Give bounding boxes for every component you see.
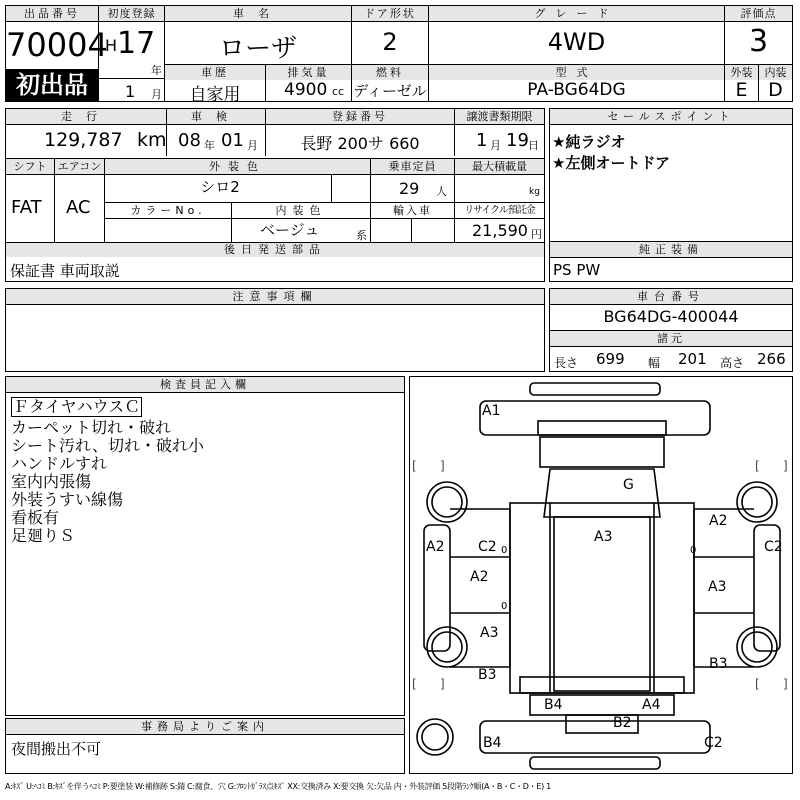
capacity-unit: 人 [436, 185, 447, 198]
dims-label: 諸元 [550, 330, 792, 347]
int-color: ベージュ [260, 221, 320, 239]
inspector-line-1: ＦタイヤハウスＣ [13, 397, 141, 416]
office-value: 夜間搬出不可 [11, 740, 102, 758]
chassis-box [549, 288, 793, 372]
selling-point-1: ★純ラジオ [552, 133, 626, 151]
later-parts-box [5, 257, 545, 282]
ext-color-label: 外装色 [105, 159, 370, 175]
first-listing-badge: 初出品 [6, 69, 98, 101]
recycle-label: リサイクル預託金 [455, 203, 544, 219]
damage-mark-b4-top: B4 [544, 697, 563, 713]
damage-mark-a2-side: A2 [470, 569, 489, 585]
inspection-year-unit: 年 [204, 139, 215, 152]
inspection-year: 08 [178, 130, 201, 151]
inspector-line-5: 室内内張傷 [11, 472, 92, 491]
damage-mark-c2-right: C2 [764, 539, 783, 555]
mileage: 129,787 [44, 129, 123, 151]
car-name: ローザ [218, 34, 297, 64]
inspector-line-6: 外装うすい線傷 [11, 490, 124, 509]
inspection-label: 車検 [167, 109, 265, 125]
damage-mark-zero-3: 0 [501, 601, 508, 612]
color-no-label: カラーNo. [105, 203, 231, 219]
damage-mark-b4-bottom: B4 [483, 735, 502, 751]
first-reg-label: 初度登録 [99, 6, 164, 22]
damage-mark-a2-right: A2 [709, 513, 728, 529]
inspector-line-4: ハンドルすれ [11, 454, 108, 473]
damage-mark-a2-left: A2 [426, 539, 445, 555]
import-label: 輸入車 [371, 203, 454, 219]
inspector-line-7: 看板有 [11, 508, 60, 527]
length-label: 長さ [554, 356, 579, 370]
damage-mark-zero-2: 0 [690, 545, 697, 556]
damage-mark-a3-center: A3 [594, 529, 613, 545]
damage-mark-zero-1: 0 [501, 545, 508, 556]
inspection-month-unit: 月 [247, 139, 258, 152]
length: 699 [596, 350, 625, 368]
genuine-equipment-label: 純正装備 [550, 242, 792, 258]
shift-label: シフト [6, 159, 54, 175]
recycle-unit: 円 [531, 228, 542, 241]
mileage-unit: km [137, 129, 167, 151]
height: 266 [757, 350, 786, 368]
year-unit: 年 [151, 64, 162, 77]
displacement-unit: cc [332, 85, 345, 98]
exterior-grade: E [735, 79, 748, 101]
inspector-box [5, 376, 405, 716]
damage-mark-c2-bottom: C2 [704, 735, 723, 751]
interior-grade: D [768, 79, 783, 101]
ext-color: シロ2 [200, 178, 240, 196]
fuel-label: 燃料 [352, 65, 428, 80]
grade: 4WD [547, 28, 606, 56]
max-load-unit: kg [529, 187, 540, 197]
doors: 2 [382, 28, 398, 56]
inspector-line-3: シート汚れ、切れ・破れ小 [11, 436, 204, 455]
lot-label: 出品番号 [6, 6, 98, 22]
damage-mark-c2-left: C2 [478, 539, 497, 555]
ac-label: エアコン [55, 159, 104, 175]
reg-month: 1 [125, 82, 136, 101]
displacement-label: 排気量 [266, 65, 351, 80]
shift: FAT [11, 197, 42, 218]
legend: A:ｷｽﾞ U:ﾍｺﾐ B:ｷｽﾞを伴うﾍｺﾐ P:要塗装 W:補修跡 S:錆 C:腐食、穴 G:ﾌﾛﾝﾄｶﾞﾗｽ点ｷｽﾞ XX:交換済み X:要交換 欠:欠品 内・外装評価 5段階ﾗﾝｸ順(A・B・C・D・E) 1 [5, 782, 551, 791]
inspector-label: 検査員記入欄 [6, 377, 404, 393]
max-load-label: 最大積載量 [455, 159, 544, 175]
int-color-label: 内装色 [232, 203, 370, 219]
header-block [5, 5, 793, 105]
damage-mark-b2: B2 [613, 715, 632, 731]
inspection-month: 01 [221, 130, 244, 151]
damage-mark-a3-left: A3 [480, 625, 499, 641]
inspector-line-2: カーペット切れ・破れ [11, 418, 172, 437]
fuel: ディーゼル [353, 82, 427, 100]
inspector-line-8: 足廻りＳ [11, 526, 76, 545]
recycle: 21,590 [472, 221, 528, 240]
damage-mark-b3-left: B3 [478, 667, 497, 683]
notes-label: 注意事項欄 [6, 289, 544, 305]
month-unit: 月 [151, 88, 162, 101]
score: 3 [748, 24, 769, 59]
ac: AC [66, 197, 91, 218]
reg-year: 17 [117, 26, 156, 61]
transfer-day: 19 [506, 130, 529, 151]
grade-label: グレード [429, 6, 724, 22]
details-block [5, 108, 545, 258]
displacement: 4900 [284, 80, 328, 100]
chassis-number: BG64DG-400044 [603, 307, 739, 326]
selling-points-box [549, 108, 793, 242]
transfer-day-unit: 日 [528, 139, 539, 152]
interior-grade-label: 内装 [759, 65, 792, 80]
selling-points-label: セールスポイント [550, 109, 792, 125]
selling-point-2: ★左側オートドア [552, 154, 670, 172]
width-label: 幅 [648, 356, 661, 370]
damage-mark-a3-right: A3 [708, 579, 727, 595]
capacity-label: 乗車定員 [371, 159, 454, 175]
later-parts-label: 後日発送部品 [6, 243, 544, 257]
damage-mark-b3-right: B3 [709, 656, 728, 672]
history-label: 車歴 [165, 65, 265, 80]
transfer-label: 譲渡書類期限 [455, 109, 544, 125]
model-code-label: 型式 [429, 65, 724, 80]
width: 201 [678, 350, 707, 368]
plate: 長野 200サ 660 [300, 134, 420, 153]
damage-mark-g: G [623, 477, 634, 493]
era: H [105, 36, 118, 55]
model-code: PA-BG64DG [527, 80, 626, 100]
plate-label: 登録番号 [266, 109, 454, 125]
car-name-label: 車名 [165, 6, 351, 22]
exterior-grade-label: 外装 [725, 65, 758, 80]
genuine-equipment-box [549, 241, 793, 282]
score-label: 評価点 [725, 6, 792, 22]
genuine-equipment-value: PS PW [553, 261, 601, 279]
vehicle-diagram [410, 377, 794, 775]
chassis-label: 車台番号 [550, 289, 792, 305]
capacity: 29 [399, 179, 420, 198]
int-color-suffix: 系 [356, 229, 367, 242]
later-parts-value: 保証書 車両取説 [10, 262, 120, 280]
doors-label: ドア形状 [352, 6, 428, 22]
transfer-month: 1 [476, 130, 488, 151]
damage-mark-a1: A1 [482, 403, 501, 419]
height-label: 高さ [720, 356, 745, 370]
mileage-label: 走行 [6, 109, 166, 125]
damage-diagram: [ ] [ ] [ ] [ ] A1 G A2 C2 A3 A2 C2 A2 A3 A3 B3 B3 B4 A4 B2 B4 C2 0 0 0 [409, 376, 793, 774]
notes-box [5, 288, 545, 372]
office-box [5, 718, 405, 774]
office-label: 事務局よりご案内 [6, 719, 404, 735]
transfer-month-unit: 月 [490, 139, 501, 152]
damage-mark-a4: A4 [642, 697, 661, 713]
lot-number: 70004 [6, 26, 108, 64]
history: 自家用 [189, 85, 241, 105]
